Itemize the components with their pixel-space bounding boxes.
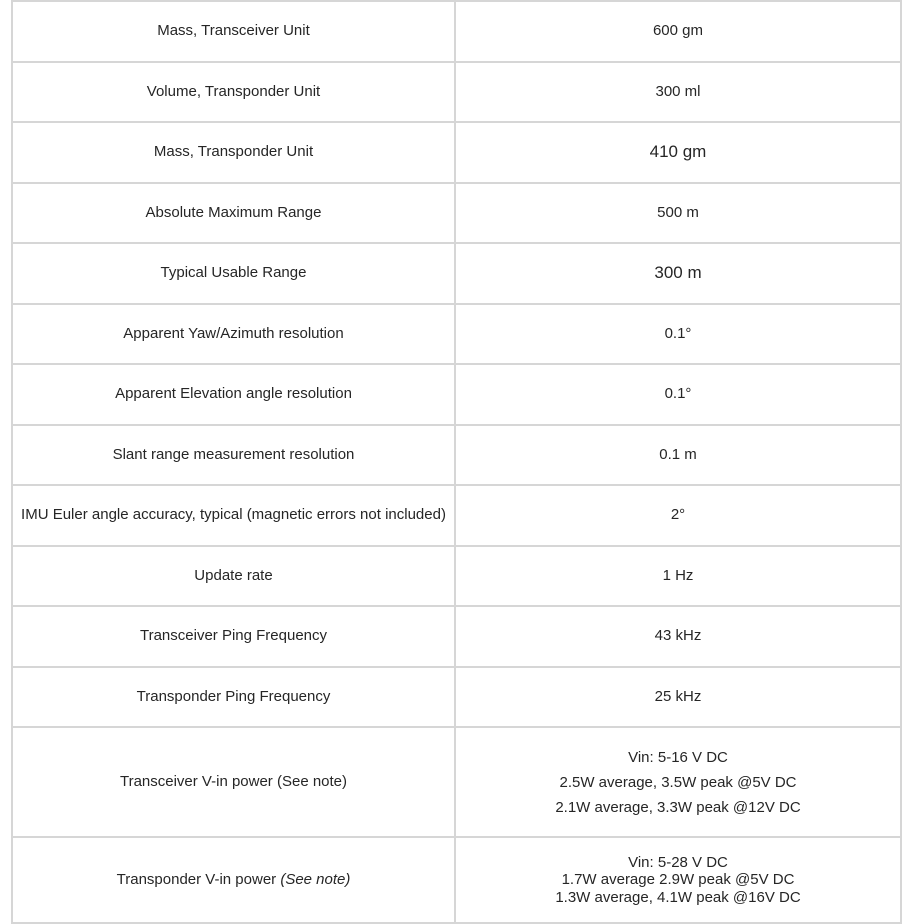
table-row xyxy=(12,485,901,546)
value-line: 1.3W average, 4.1W peak @16V DC xyxy=(555,888,801,906)
table-row xyxy=(12,667,901,728)
row-label: Typical Usable Range xyxy=(12,243,455,304)
value-line: Vin: 5-28 V DC xyxy=(628,853,728,871)
row-label: Apparent Yaw/Azimuth resolution xyxy=(12,304,455,365)
table-row xyxy=(12,122,901,183)
row-value: 500 m xyxy=(455,183,901,244)
value-line: 2.5W average, 3.5W peak @5V DC xyxy=(559,773,797,791)
row-label: Transceiver Ping Frequency xyxy=(12,606,455,667)
table-row xyxy=(12,243,901,304)
row-label: Absolute Maximum Range xyxy=(12,183,455,244)
row-value: 0.1° xyxy=(455,304,901,365)
table-row xyxy=(12,304,901,365)
row-value-multiline xyxy=(455,727,901,837)
row-label: Update rate xyxy=(12,546,455,607)
row-value: 600 gm xyxy=(455,1,901,62)
value-line: 2.1W average, 3.3W peak @12V DC xyxy=(555,798,801,816)
row-value: 410 gm xyxy=(455,122,901,183)
table-row xyxy=(12,364,901,425)
spec-table xyxy=(11,0,902,924)
row-value: 2° xyxy=(455,485,901,546)
row-label: Slant range measurement resolution xyxy=(12,425,455,486)
row-value: 25 kHz xyxy=(455,667,901,728)
row-label: Apparent Elevation angle resolution xyxy=(12,364,455,425)
row-value: 0.1° xyxy=(455,364,901,425)
value-line: 1.7W average 2.9W peak @5V DC xyxy=(561,871,795,889)
row-label: Mass, Transponder Unit xyxy=(12,122,455,183)
table-row xyxy=(12,1,901,62)
row-label: Volume, Transponder Unit xyxy=(12,62,455,123)
row-value: 0.1 m xyxy=(455,425,901,486)
row-value: 300 m xyxy=(455,243,901,304)
row-value: 1 Hz xyxy=(455,546,901,607)
table-row xyxy=(12,425,901,486)
table-row-transceiver-power xyxy=(12,727,901,837)
row-value: 300 ml xyxy=(455,62,901,123)
row-label: Mass, Transceiver Unit xyxy=(12,1,455,62)
row-label: Transponder Ping Frequency xyxy=(12,667,455,728)
row-label: IMU Euler angle accuracy, typical (magnetic errors not included) xyxy=(12,485,455,546)
table-row xyxy=(12,606,901,667)
table-row xyxy=(12,546,901,607)
row-label xyxy=(12,837,455,923)
row-label: Transceiver V-in power (See note) xyxy=(12,727,455,837)
row-value-multiline xyxy=(455,837,901,923)
row-label-note: (See note) xyxy=(280,871,351,888)
table-row-transponder-power xyxy=(12,837,901,923)
row-label-text: Transponder V-in power xyxy=(116,871,277,888)
row-value: 43 kHz xyxy=(455,606,901,667)
table-row xyxy=(12,62,901,123)
table-row xyxy=(12,183,901,244)
value-line: Vin: 5-16 V DC xyxy=(628,748,728,766)
